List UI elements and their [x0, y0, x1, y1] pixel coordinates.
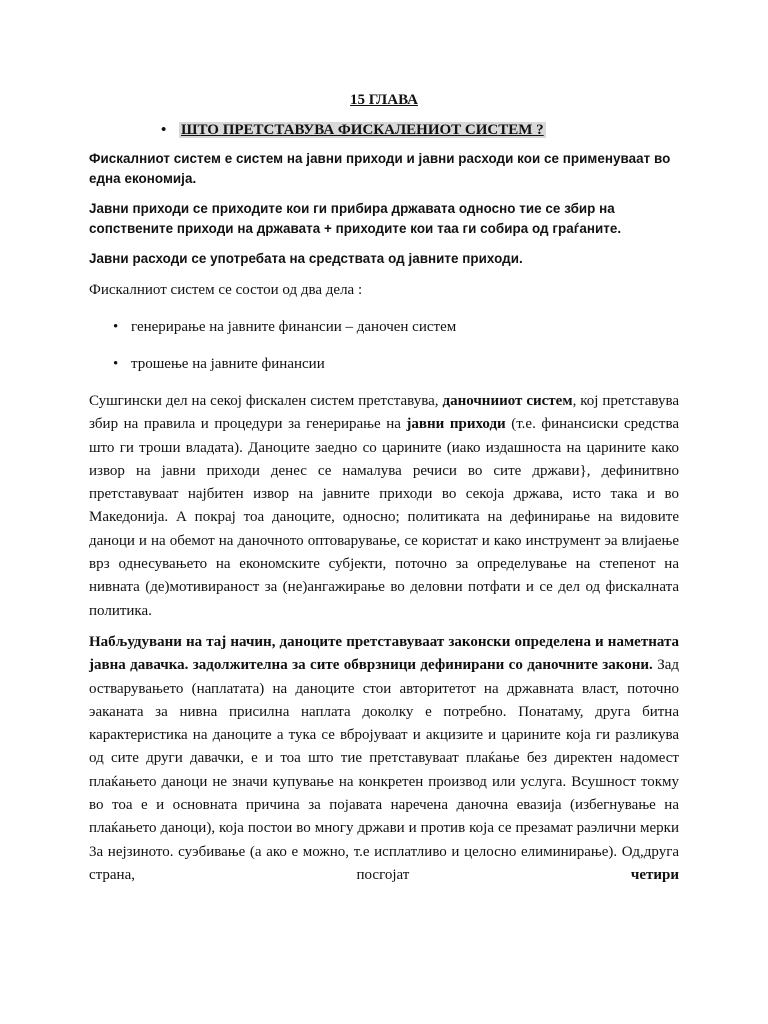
- text-run: , кој претставува збир на правила и процедури за генерирање на: [89, 393, 679, 433]
- bullet-icon: •: [161, 122, 167, 138]
- definition-public-revenue: Јавни приходи се приходите кои ги прибира државата односно тие се збир на сопствените приходи на државата + приходите кои таа ги собира од граѓаните.: [89, 201, 622, 236]
- bullet-icon: •: [113, 356, 119, 372]
- list-item: [113, 316, 679, 339]
- text-run: (т.е. финансиски средства што ги троши владата). Даноците заедно со царините (иако издашноста на царините како извор на јавни приходи денес се намалува речиси во сите држави}, дефинитвно претставуваат најбитен извор на јавните приходи во секоја држава, исто така и во Македонија. А покрај тоа даноците, односно; политиката на дефинирање на видовите даноци и на обемот на даночното оптоварување, се користат и како инструмент эа влијаење врз однесувањето на економските субјекти, поточно за определување на степенот на нивната (де)мотивираност за (не)ангажирање во деловни потфати и се дел од фискалната политика.: [89, 416, 679, 619]
- tax-system-paragraph: [89, 390, 679, 623]
- chapter-title: 15 ГЛАВА: [350, 92, 418, 108]
- list-item-text: трошење на јавните финансии: [131, 356, 325, 372]
- section-heading: [89, 122, 679, 139]
- section-heading-text: ШТО ПРЕТСТАВУВА ФИСКАЛЕНИОТ СИСТЕМ ?: [181, 122, 544, 138]
- intro-paragraph: Фискалниот систем се состои од два дела :: [89, 282, 363, 298]
- parts-list: [89, 316, 679, 376]
- text-run: Зад остварувањето (наплатата) на даноците стои авторитетот на државната власт, поточно эаканата за нивна присилна наплата доколку е потребно. Понатаму, друга битна карактеристика на даноците а тука се вбројуваат и акцизите и царините која ги разликува од сите други давачки, е и тоа што тие претставуваат плаќање без директен надомест плаќањето даноци не значи купување на конкретен производ или услуга. Всушност токму во тоа е и основната причина за појавата наречена даночна евазија (избегнување на плаќањето даноци), која постои во многу држави и против која се презамат раэлични мерки 3а нејзиното. суэбивање (а ако е можно, т.е исплатливо и целосно елиминирање). Од,друга страна, посгојат: [89, 657, 679, 883]
- bold-term: даночнииот систем: [442, 393, 573, 409]
- taxes-paragraph: [89, 631, 679, 887]
- list-item: [113, 353, 679, 376]
- bullet-icon: •: [113, 319, 119, 335]
- bold-lead: Набљудувани на тај начин, даноците претставуваат законски определена и наметната јавна давачка. задолжителна за сите обврзници дефинирани со даночните закони.: [89, 633, 679, 674]
- bold-term: четири: [630, 866, 679, 883]
- definition-fiscal-system: Фискалниот систем е систем на јавни приходи и јавни расходи кои се применуваат во една економија.: [89, 151, 671, 186]
- definition-public-expenditure: Јавни расходи се употребата на средствата од јавните приходи.: [89, 251, 523, 266]
- list-item-text: генерирање на јавните финансии – даночен систем: [131, 319, 457, 335]
- bold-term: јавни приходи: [406, 416, 506, 433]
- text-run: Сушгински дел на секој фискален систем претставува,: [89, 393, 443, 409]
